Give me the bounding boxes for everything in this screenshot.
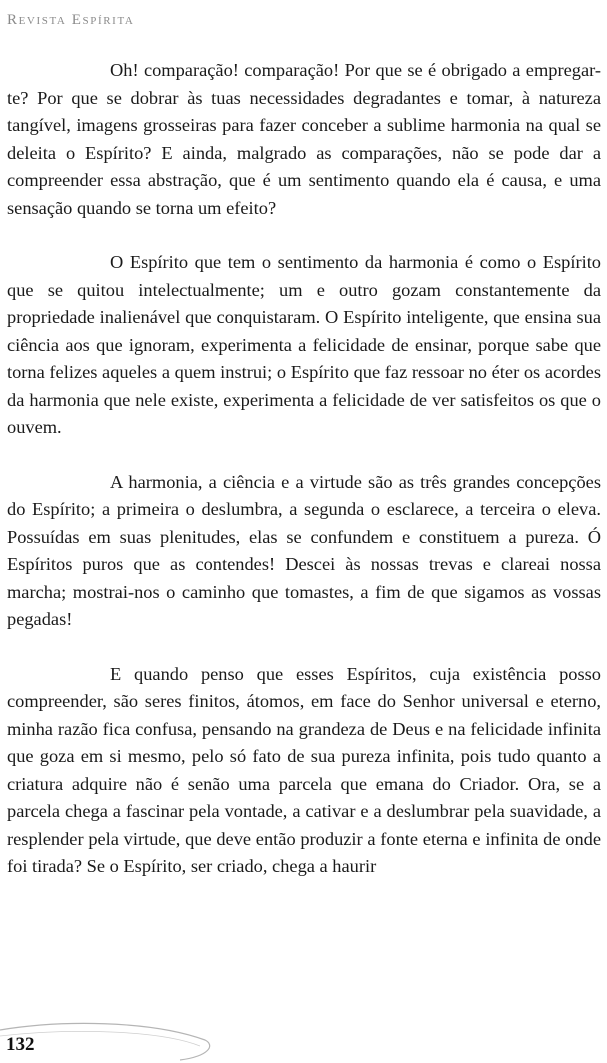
page-number: 132 [6, 1034, 35, 1055]
running-head: Revista Espírita [7, 12, 135, 28]
footer-swoosh-decoration [0, 990, 260, 1063]
body-text [7, 57, 601, 908]
paragraph-4: E quando penso que esses Espíritos, cuja existência posso compreender, são seres finitos, átomos, em face do Senhor universal e eterno, minha razão fica confusa, pensando na grandeza de Deus e na felicidade infinita que goza em si mesmo, pelo só fato de sua pureza infinita, pois tudo quanto a criatura adquire não é senão uma parcela que emana do Criador. Ora, se a parcela chega a fascinar pela vontade, a cativar e a deslumbrar pela suavidade, a resplender pela virtude, que deve então produzir a fonte eterna e infinita de onde foi tirada? Se o Espírito, ser criado, chega a haurir [7, 663, 601, 876]
paragraph-2: O Espírito que tem o sentimento da harmonia é como o Espírito que se quitou intelectualmente; um e outro gozam constantemente da propriedade inalienável que conquistaram. O Espírito inteligente, que ensina sua ciência aos que ignoram, experimenta a felicidade de ensinar, porque sabe que torna felizes aqueles a quem instrui; o Espírito que faz ressoar no éter os acordes da harmonia que nele existe, experimenta a felicidade de ver satisfeitos os que o ouvem. [7, 252, 601, 437]
paragraph-1: Oh! comparação! comparação! Por que se é obrigado a empregar-te? Por que se dobrar às tuas necessidades degradantes e tomar, à natureza tangível, imagens grosseiras para fazer conceber a sublime harmonia na qual se deleita o Espírito? E ainda, malgrado as comparações, não se pode dar a compreender essa abstração, que é um sentimento quando ela é causa, e uma sensação quando se torna um efeito? [7, 60, 601, 218]
paragraph-3: A harmonia, a ciência e a virtude são as três grandes concepções do Espírito; a primeira o deslumbra, a segunda o esclarece, a terceira o eleva. Possuídas em suas plenitudes, elas se confundem e constituem a pureza. Ó Espíritos puros que as contendes! Descei às nossas trevas e clareai nossa marcha; mostrai-nos o caminho que tomastes, a fim de que sigamos as vossas pegadas! [7, 471, 601, 629]
